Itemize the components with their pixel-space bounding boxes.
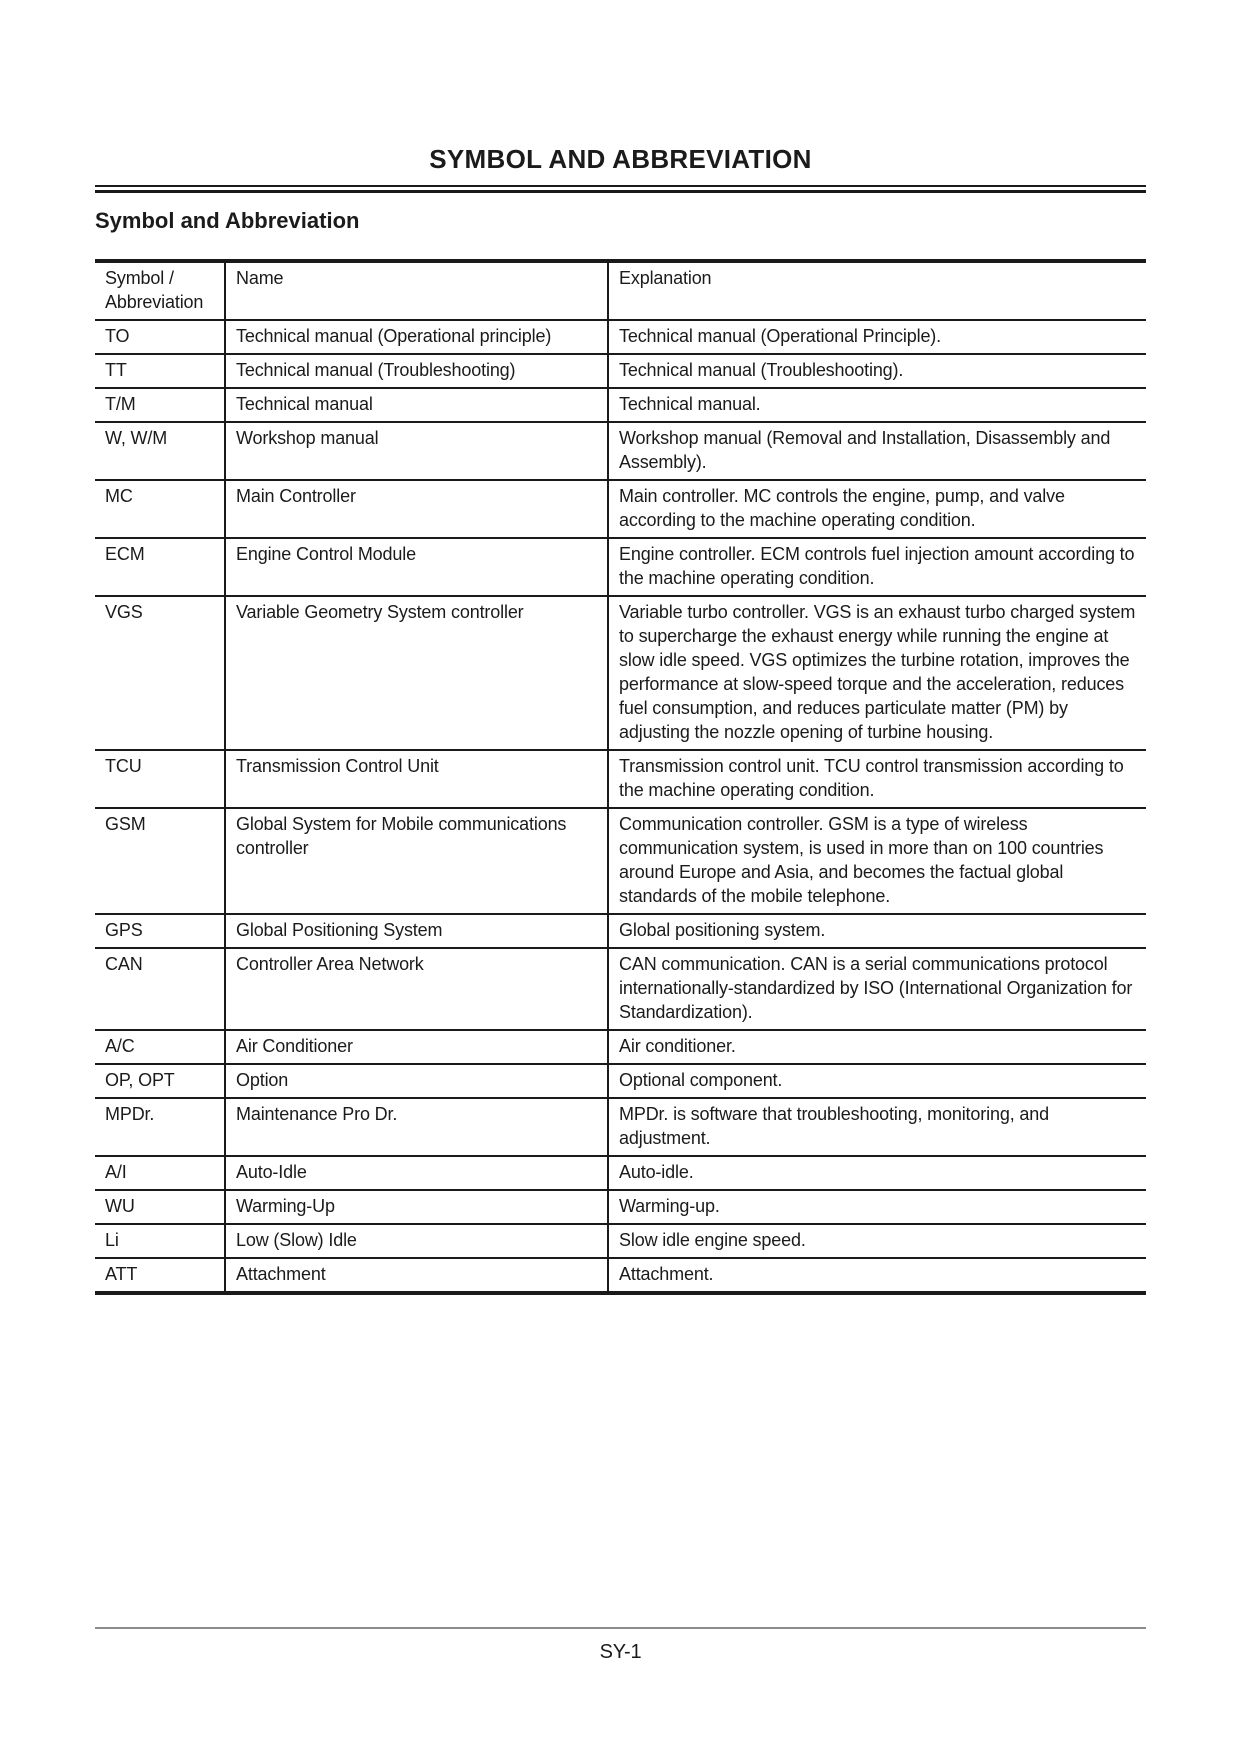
explanation-cell: Main controller. MC controls the engine, pump, and valve according to the machine operating condition. <box>608 480 1146 538</box>
name-cell: Air Conditioner <box>225 1030 608 1064</box>
table-row <box>95 1098 1146 1156</box>
symbol-cell: A/C <box>105 1036 135 1056</box>
table-row <box>95 538 1146 596</box>
symbol-cell: TO <box>105 326 130 346</box>
symbol-cell: A/I <box>105 1162 127 1182</box>
table-row <box>95 1190 1146 1224</box>
page-content <box>95 0 1146 1295</box>
column-header-name: Name <box>225 261 608 320</box>
name-cell: Global Positioning System <box>225 914 608 948</box>
explanation-cell: Engine controller. ECM controls fuel injection amount according to the machine operating condition. <box>608 538 1146 596</box>
explanation-cell: Optional component. <box>608 1064 1146 1098</box>
explanation-cell: Technical manual. <box>608 388 1146 422</box>
explanation-cell: Global positioning system. <box>608 914 1146 948</box>
name-cell: Technical manual <box>225 388 608 422</box>
explanation-cell: Transmission control unit. TCU control transmission according to the machine operating condition. <box>608 750 1146 808</box>
page-number: SY-1 <box>599 1641 642 1663</box>
name-cell: Warming-Up <box>225 1190 608 1224</box>
name-cell: Main Controller <box>225 480 608 538</box>
table-row <box>95 354 1146 388</box>
table-header-row <box>95 261 1146 320</box>
symbol-cell: W, W/M <box>105 428 168 448</box>
symbol-cell: GPS <box>105 920 143 940</box>
name-cell: Engine Control Module <box>225 538 608 596</box>
name-cell: Attachment <box>225 1258 608 1293</box>
explanation-cell: CAN communication. CAN is a serial communications protocol internationally-standardized by ISO (International Organization for Standardization). <box>608 948 1146 1030</box>
table-row <box>95 422 1146 480</box>
symbol-cell: TCU <box>105 756 142 776</box>
explanation-cell: Warming-up. <box>608 1190 1146 1224</box>
explanation-cell: MPDr. is software that troubleshooting, monitoring, and adjustment. <box>608 1098 1146 1156</box>
name-cell: Workshop manual <box>225 422 608 480</box>
explanation-cell: Auto-idle. <box>608 1156 1146 1190</box>
symbol-cell: WU <box>105 1196 135 1216</box>
table-row <box>95 320 1146 354</box>
explanation-cell: Slow idle engine speed. <box>608 1224 1146 1258</box>
name-cell: Variable Geometry System controller <box>225 596 608 750</box>
table-row <box>95 808 1146 914</box>
name-cell: Technical manual (Operational principle) <box>225 320 608 354</box>
explanation-cell: Technical manual (Operational Principle). <box>608 320 1146 354</box>
table-row <box>95 1224 1146 1258</box>
table-row <box>95 750 1146 808</box>
symbol-cell: CAN <box>105 954 143 974</box>
explanation-cell: Air conditioner. <box>608 1030 1146 1064</box>
abbreviation-table-body <box>95 320 1146 1293</box>
symbol-cell: MC <box>105 486 133 506</box>
name-cell: Low (Slow) Idle <box>225 1224 608 1258</box>
column-header-symbol: Symbol / Abbreviation <box>105 268 204 312</box>
symbol-cell: VGS <box>105 602 143 622</box>
name-cell: Controller Area Network <box>225 948 608 1030</box>
page-title: SYMBOL AND ABBREVIATION <box>429 144 812 174</box>
abbreviation-table <box>95 259 1146 1295</box>
name-cell: Technical manual (Troubleshooting) <box>225 354 608 388</box>
name-cell: Auto-Idle <box>225 1156 608 1190</box>
symbol-cell: MPDr. <box>105 1104 155 1124</box>
table-row <box>95 948 1146 1030</box>
symbol-cell: GSM <box>105 814 146 834</box>
symbol-cell: T/M <box>105 394 136 414</box>
explanation-cell: Variable turbo controller. VGS is an exhaust turbo charged system to supercharge the exhaust energy while running the engine at slow idle speed. VGS optimizes the turbine rotation, improves the performance at slow-speed torque and the acceleration, reduces fuel consumption, and reduces particulate matter (PM) by adjusting the nozzle opening of turbine housing. <box>608 596 1146 750</box>
symbol-cell: ECM <box>105 544 145 564</box>
explanation-cell: Technical manual (Troubleshooting). <box>608 354 1146 388</box>
name-cell: Transmission Control Unit <box>225 750 608 808</box>
table-row <box>95 480 1146 538</box>
table-row <box>95 1156 1146 1190</box>
explanation-cell: Communication controller. GSM is a type of wireless communication system, is used in more than on 100 countries around Europe and Asia, and becomes the factual global standards of the mobile telephone. <box>608 808 1146 914</box>
table-row <box>95 596 1146 750</box>
footer-rule <box>95 1627 1146 1629</box>
symbol-cell: ATT <box>105 1264 138 1284</box>
table-row <box>95 1030 1146 1064</box>
explanation-cell: Attachment. <box>608 1258 1146 1293</box>
table-row <box>95 1258 1146 1293</box>
table-row <box>95 1064 1146 1098</box>
section-heading: Symbol and Abbreviation <box>95 208 360 233</box>
explanation-cell: Workshop manual (Removal and Installation, Disassembly and Assembly). <box>608 422 1146 480</box>
name-cell: Option <box>225 1064 608 1098</box>
name-cell: Maintenance Pro Dr. <box>225 1098 608 1156</box>
title-divider-rule <box>95 185 1146 193</box>
symbol-cell: Li <box>105 1230 119 1250</box>
symbol-cell: OP, OPT <box>105 1070 175 1090</box>
name-cell: Global System for Mobile communications controller <box>225 808 608 914</box>
table-row <box>95 914 1146 948</box>
symbol-cell: TT <box>105 360 127 380</box>
table-row <box>95 388 1146 422</box>
column-header-explanation: Explanation <box>608 261 1146 320</box>
